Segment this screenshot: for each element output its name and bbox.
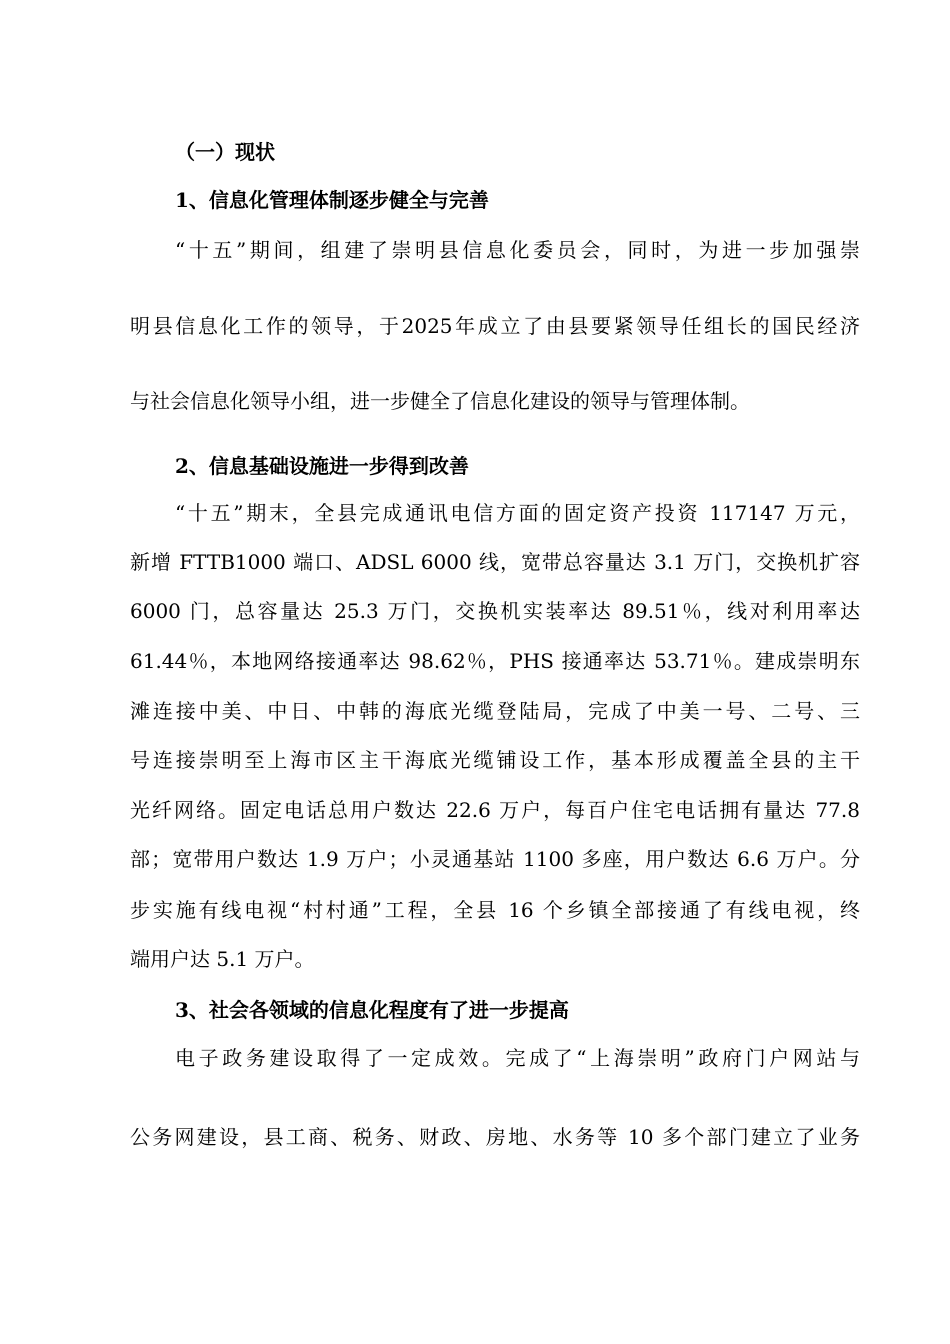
paragraph-line: 与社会信息化领导小组，进一步健全了信息化建设的领导与管理体制。 bbox=[130, 389, 750, 413]
paragraph-line: 61.44％，本地网络接通率达 98.62％，PHS 接通率达 53.71％。建成崇明东 bbox=[130, 649, 860, 673]
paragraph-line: 公务网建设，县工商、税务、财政、房地、水务等 10 多个部门建立了业务 bbox=[130, 1125, 860, 1149]
paragraph-line: 6000 门，总容量达 25.3 万门，交换机实装率达 89.51％，线对利用率达 bbox=[130, 599, 860, 623]
paragraph-line: 电子政务建设取得了一定成效。完成了“上海崇明”政府门户网站与 bbox=[175, 1046, 860, 1070]
paragraph-line: 新增 FTTB1000 端口、ADSL 6000 线，宽带总容量达 3.1 万门，交换机扩容 bbox=[130, 550, 860, 574]
paragraph-line: 滩连接中美、中日、中韩的海底光缆登陆局，完成了中美一号、二号、三 bbox=[130, 699, 860, 723]
paragraph-line: 明县信息化工作的领导，于2025年成立了由县要紧领导任组长的国民经济 bbox=[130, 314, 860, 338]
subsection-heading-2: 2、信息基础设施进一步得到改善 bbox=[175, 454, 469, 478]
paragraph-line: 光纤网络。固定电话总用户数达 22.6 万户，每百户住宅电话拥有量达 77.8 bbox=[130, 798, 860, 822]
section-title: （一）现状 bbox=[175, 140, 275, 164]
paragraph-line: “十五”期间，组建了崇明县信息化委员会，同时，为进一步加强崇 bbox=[175, 238, 860, 262]
paragraph-line: 部；宽带用户数达 1.9 万户；小灵通基站 1100 多座，用户数达 6.6 万户。分 bbox=[130, 847, 860, 871]
subsection-heading-1: 1、信息化管理体制逐步健全与完善 bbox=[175, 188, 489, 212]
subsection-heading-3: 3、社会各领域的信息化程度有了进一步提高 bbox=[175, 998, 569, 1022]
paragraph-line: 端用户达 5.1 万户。 bbox=[130, 947, 315, 971]
paragraph-line: 号连接崇明至上海市区主干海底光缆铺设工作，基本形成覆盖全县的主干 bbox=[130, 748, 860, 772]
paragraph-line: “十五”期末，全县完成通讯电信方面的固定资产投资 117147 万元， bbox=[175, 501, 860, 525]
paragraph-line: 步实施有线电视“村村通”工程，全县 16 个乡镇全部接通了有线电视，终 bbox=[130, 898, 860, 922]
